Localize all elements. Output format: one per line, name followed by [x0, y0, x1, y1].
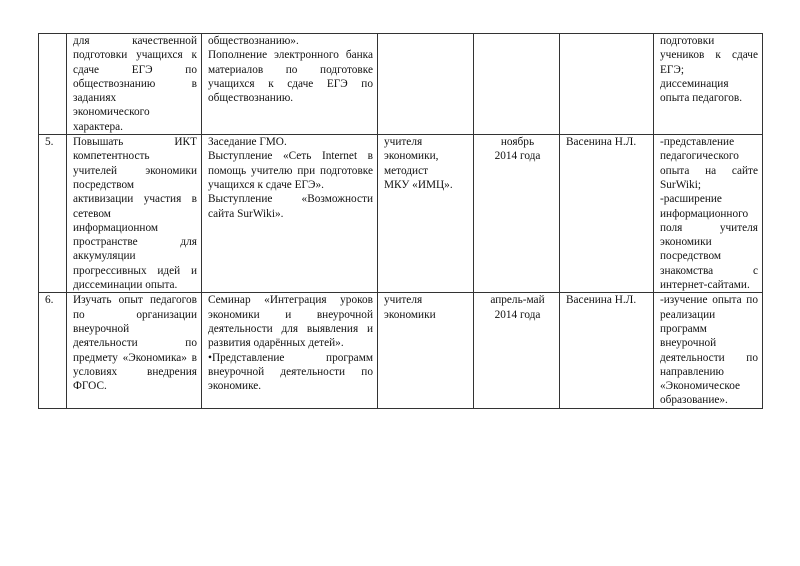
- result-line: интернет-сайтами.: [660, 279, 750, 292]
- result-line: подготовки: [660, 35, 715, 47]
- responsible-cell: [560, 34, 654, 135]
- participants-line: МКУ «ИМЦ».: [384, 178, 453, 191]
- event-line: деятельности для выявления и: [208, 322, 373, 335]
- goal-line: для качественной: [73, 35, 197, 47]
- goal-cell: [67, 293, 202, 408]
- participants-line: экономики,: [384, 150, 439, 163]
- event-line: учащихся к сдаче ЕГЭ».: [208, 178, 324, 191]
- result-line: реализации: [660, 308, 716, 321]
- goal-line: характера.: [73, 120, 123, 133]
- goal-line: заданиях: [73, 92, 117, 105]
- goal-line: учителей экономики: [73, 164, 197, 177]
- event-line: внеурочной деятельности по: [208, 365, 373, 378]
- dates-line: ноябрь: [500, 136, 535, 149]
- table-row: [39, 293, 763, 408]
- goal-line: Повышать ИКТ: [73, 136, 197, 149]
- goal-line: внеурочной: [73, 322, 130, 335]
- result-line: педагогического: [660, 150, 739, 163]
- row-number-cell: 5.: [39, 135, 67, 293]
- event-line: обществознанию.: [208, 92, 294, 105]
- event-cell: [202, 135, 378, 293]
- result-line: информационного: [660, 207, 749, 220]
- goal-line: информационном: [73, 221, 159, 234]
- result-line: SurWiki;: [660, 178, 701, 191]
- participants-cell: [378, 34, 474, 135]
- event-line: обществознанию».: [208, 35, 299, 47]
- table-row: [39, 135, 763, 293]
- goal-line: сдаче ЕГЭ по: [73, 63, 197, 76]
- event-line: •Представление программ: [208, 351, 373, 364]
- event-line: Выступление «Сеть Internet в: [208, 150, 373, 163]
- goal-line: экономического: [73, 106, 150, 119]
- dates-line: 2014 года: [494, 150, 541, 163]
- participants-line: экономики: [384, 308, 436, 321]
- goal-line: условиях внедрения: [73, 365, 197, 378]
- result-line: образование».: [660, 394, 728, 407]
- dates-cell: [474, 34, 560, 135]
- participants-cell: [378, 135, 474, 293]
- result-line: внеурочной: [660, 337, 717, 350]
- result-line: опыта педагогов.: [660, 92, 743, 105]
- row-number-cell: [39, 34, 67, 135]
- result-line: -изучение опыта по: [660, 294, 758, 307]
- event-line: Заседание ГМО.: [208, 136, 287, 149]
- result-line: посредством: [660, 250, 722, 263]
- event-line: Пополнение электронного банка: [208, 49, 373, 62]
- work-plan-table: [38, 33, 763, 409]
- result-line: программ: [660, 322, 707, 335]
- goal-line: деятельности по: [73, 337, 197, 350]
- goal-line: по организации: [73, 308, 197, 321]
- result-cell: [654, 293, 763, 408]
- event-line: экономике.: [208, 380, 262, 393]
- result-line: учеников к сдаче: [660, 49, 758, 62]
- result-line: поля учителя: [660, 221, 758, 234]
- goal-line: сетевом: [73, 207, 111, 220]
- participants-cell: [378, 293, 474, 408]
- goal-line: посредством: [73, 178, 135, 191]
- event-cell: [202, 293, 378, 408]
- goal-line: Изучать опыт педагогов: [73, 294, 197, 307]
- goal-line: пространстве для: [73, 236, 197, 249]
- result-line: опыта на сайте: [660, 164, 758, 177]
- goal-line: компетентность: [73, 150, 150, 163]
- result-line: знакомства с: [660, 264, 758, 277]
- event-cell: [202, 34, 378, 135]
- dates-line: апрель-май: [490, 294, 545, 307]
- dates-cell: [474, 135, 560, 293]
- goal-line: диссеминации опыта.: [73, 279, 178, 292]
- table-row: [39, 34, 763, 135]
- event-line: помощь учителю при подготовке: [208, 164, 373, 177]
- result-line: «Экономическое: [660, 380, 741, 393]
- result-line: -представление: [660, 136, 735, 149]
- responsible-cell: Васенина Н.Л.: [560, 135, 654, 293]
- result-line: диссеминация: [660, 77, 729, 90]
- responsible-cell: Васенина Н.Л.: [560, 293, 654, 408]
- result-line: направлению: [660, 365, 724, 378]
- result-line: деятельности по: [660, 351, 758, 364]
- goal-line: активизации участия в: [73, 193, 197, 206]
- result-line: ЕГЭ;: [660, 63, 685, 76]
- event-line: сайта SurWiki».: [208, 207, 284, 220]
- result-line: -расширение: [660, 193, 722, 206]
- goal-cell: [67, 135, 202, 293]
- event-line: материалов по подготовке: [208, 63, 373, 76]
- goal-cell: [67, 34, 202, 135]
- goal-line: обществознанию в: [73, 77, 197, 90]
- participants-line: учителя: [384, 136, 423, 149]
- goal-line: ФГОС.: [73, 380, 107, 393]
- event-line: Выступление «Возможности: [208, 193, 373, 206]
- goal-line: прогрессивных идей и: [73, 264, 197, 277]
- event-line: Семинар «Интеграция уроков: [208, 294, 373, 307]
- dates-cell: [474, 293, 560, 408]
- result-cell: [654, 34, 763, 135]
- event-line: экономики и внеурочной: [208, 308, 373, 321]
- event-line: учащихся к сдаче ЕГЭ по: [208, 77, 373, 90]
- event-line: развития одарённых детей».: [208, 337, 344, 350]
- result-line: экономики: [660, 236, 712, 249]
- goal-line: аккумуляции: [73, 250, 136, 263]
- goal-line: предмету «Экономика» в: [73, 351, 197, 364]
- result-cell: [654, 135, 763, 293]
- goal-line: подготовки учащихся к: [73, 49, 197, 62]
- dates-line: 2014 года: [494, 308, 541, 321]
- row-number-cell: 6.: [39, 293, 67, 408]
- participants-line: учителя: [384, 294, 423, 307]
- participants-line: методист: [384, 164, 429, 177]
